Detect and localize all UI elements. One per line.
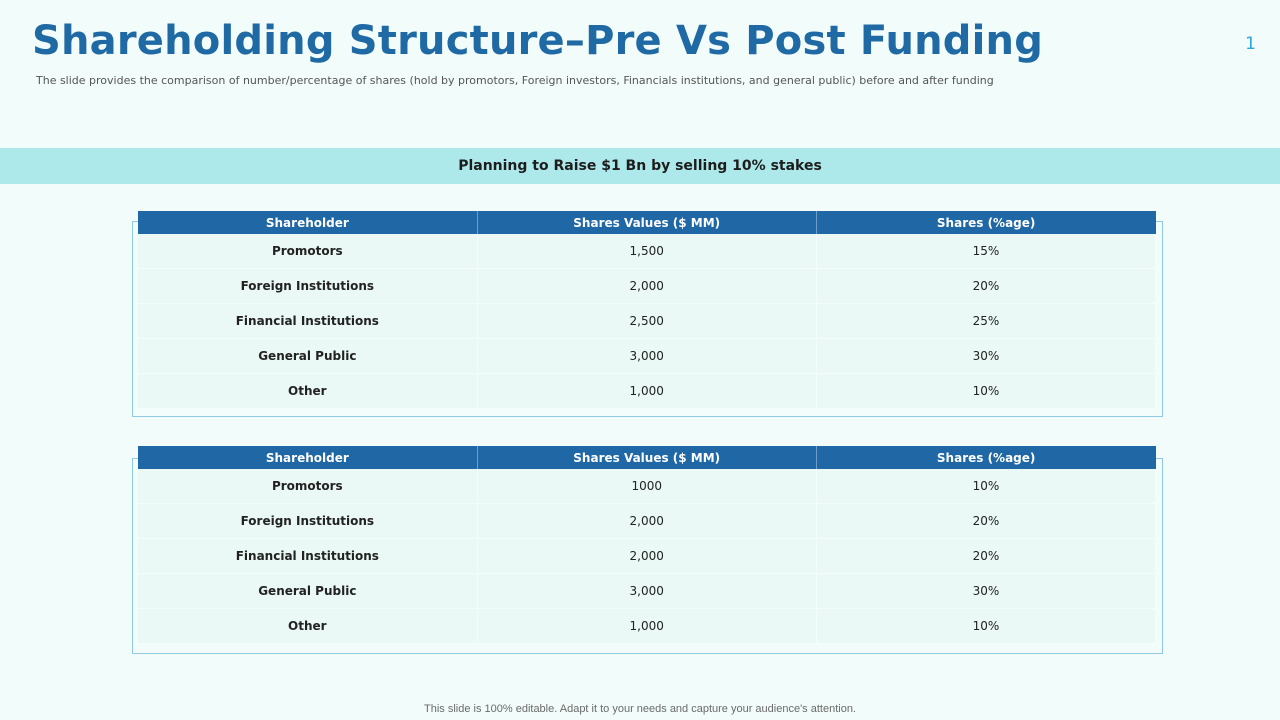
cell-share-percentage: 20% [816,504,1155,539]
cell-share-percentage: 10% [816,469,1155,504]
funding-banner [0,148,1280,184]
table-row [138,539,1156,574]
cell-share-value: 3,000 [477,574,816,609]
cell-shareholder: Foreign Institutions [138,269,477,304]
table-row [138,269,1156,304]
column-header-shareholder: Shareholder [138,446,477,469]
post-funding-table [138,446,1156,644]
table-row [138,339,1156,374]
cell-shareholder: Promotors [138,469,477,504]
page-title: Shareholding Structure–Pre Vs Post Funding [32,18,1044,64]
cell-share-value: 2,000 [477,269,816,304]
cell-shareholder: General Public [138,339,477,374]
page-subtitle: The slide provides the comparison of number/percentage of shares (hold by promotors, Foreign investors, Financials institutions, and general public) before and after funding [36,74,994,87]
cell-shareholder: Foreign Institutions [138,504,477,539]
page-number: 1 [1245,34,1256,54]
cell-share-percentage: 15% [816,234,1155,269]
table-row [138,304,1156,339]
column-header-share-values: Shares Values ($ MM) [477,211,816,234]
column-header-share-percentage: Shares (%age) [816,446,1155,469]
cell-share-value: 1,000 [477,609,816,644]
cell-shareholder: Other [138,609,477,644]
table-row [138,234,1156,269]
cell-shareholder: Financial Institutions [138,304,477,339]
cell-share-value: 1000 [477,469,816,504]
banner-text: Planning to Raise $1 Bn by selling 10% stakes [458,158,822,174]
cell-share-value: 3,000 [477,339,816,374]
cell-share-percentage: 30% [816,339,1155,374]
table-row [138,469,1156,504]
cell-share-percentage: 20% [816,539,1155,574]
cell-shareholder: Other [138,374,477,409]
cell-share-value: 2,000 [477,504,816,539]
table-header-row [138,211,1156,234]
column-header-shareholder: Shareholder [138,211,477,234]
column-header-share-values: Shares Values ($ MM) [477,446,816,469]
cell-share-value: 2,000 [477,539,816,574]
cell-shareholder: General Public [138,574,477,609]
cell-share-percentage: 25% [816,304,1155,339]
column-header-share-percentage: Shares (%age) [816,211,1155,234]
table-row [138,609,1156,644]
table-row [138,374,1156,409]
table-row [138,504,1156,539]
cell-share-percentage: 20% [816,269,1155,304]
pre-funding-table [138,211,1156,409]
cell-shareholder: Promotors [138,234,477,269]
table-header-row [138,446,1156,469]
cell-share-percentage: 10% [816,374,1155,409]
cell-share-value: 1,500 [477,234,816,269]
table-row [138,574,1156,609]
cell-shareholder: Financial Institutions [138,539,477,574]
cell-share-percentage: 10% [816,609,1155,644]
cell-share-value: 2,500 [477,304,816,339]
cell-share-percentage: 30% [816,574,1155,609]
cell-share-value: 1,000 [477,374,816,409]
footer-note: This slide is 100% editable. Adapt it to your needs and capture your audience's attention. [424,703,856,715]
